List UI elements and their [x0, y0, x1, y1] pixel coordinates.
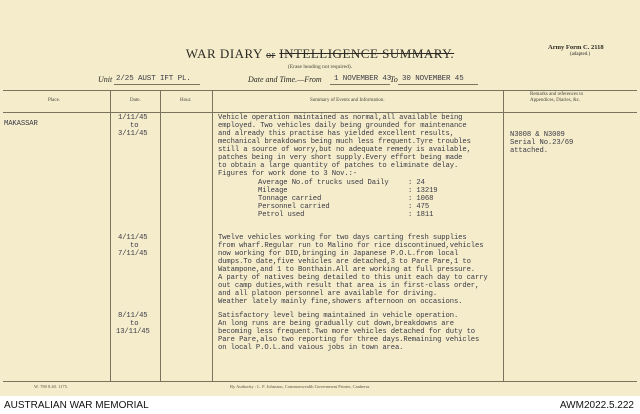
- entry-line: Figures for work done to 3 Nov.:-: [218, 170, 358, 178]
- entry-line: becoming less frequent.Two more vehicles detached for duty to: [218, 328, 476, 336]
- date-to-value: 30 NOVEMBER 45: [402, 75, 464, 83]
- entry-date-to-word: to: [130, 320, 139, 328]
- entry-place: MAKASSAR: [4, 120, 38, 128]
- army-form-adapted: (adapted.): [570, 52, 591, 57]
- figure-value: : 13219: [408, 187, 438, 195]
- title-intelligence-summary: INTELLIGENCE SUMMARY.: [279, 46, 455, 61]
- entry-date-to: 7/11/45: [118, 250, 148, 258]
- entry-line: Twelve vehicles working for two days carting fresh supplies: [218, 234, 467, 242]
- entry-line: from wharf.Regular run to Malino for rice discontinued,vehicles: [218, 242, 484, 250]
- entry-line: Watampone,and 1 to Bonthain.All are working at full pressure.: [218, 266, 476, 274]
- figure-label: Average No.of trucks used Daily: [258, 179, 389, 187]
- entry-line: Weather lately mainly fine,showers afternoon on occasions.: [218, 298, 463, 306]
- unit-label: Unit: [98, 75, 113, 84]
- entry-date-from: 1/11/45: [118, 114, 148, 122]
- column-divider-place: [110, 90, 111, 381]
- title-war-diary: WAR DIARY: [185, 46, 263, 61]
- entry-date-from: 4/11/45: [118, 234, 148, 242]
- entry-line: and all platoon personnel are available for driving.: [218, 290, 438, 298]
- figure-value: : 24: [408, 179, 425, 187]
- entry-line: out camp duties,with result that area is in first-class order,: [218, 282, 480, 290]
- entry-date-from: 8/11/45: [118, 312, 148, 320]
- figure-label: Petrol used: [258, 211, 305, 219]
- column-header-remarks-1: Remarks and references to: [530, 92, 584, 97]
- entry-date-to: 3/11/45: [118, 130, 148, 138]
- date-from-value: 1 NOVEMBER 43: [334, 75, 392, 83]
- column-header-summary: Summary of Events and Information.: [310, 98, 385, 103]
- archive-footer: [0, 396, 640, 414]
- entry-line: on local P.O.L.and vaious jobs in town area.: [218, 344, 404, 352]
- entry-date-to-word: to: [130, 242, 139, 250]
- column-divider-date: [160, 90, 161, 381]
- entry-date-to-word: to: [130, 122, 139, 130]
- remarks-line: N3008 & N3009: [510, 131, 565, 139]
- unit-underline: [114, 84, 200, 85]
- table-bottom-rule: [3, 381, 637, 382]
- entry-line: Vehicle operation maintained as normal,all available being: [218, 114, 463, 122]
- form-title: [0, 46, 640, 62]
- date-from-label: Date and Time.—From: [248, 75, 322, 84]
- title-or: or: [266, 50, 276, 61]
- entry-line: still a source of worry,but no adequate remedy is available,: [218, 146, 471, 154]
- column-divider-summary: [503, 90, 504, 381]
- table-header-rule: [3, 112, 637, 113]
- remarks-line: Serial No.23/69: [510, 139, 574, 147]
- entry-line: patches being in very short supply.Every effort being made: [218, 154, 463, 162]
- entry-date-to: 13/11/45: [116, 328, 150, 336]
- figure-value: : 1811: [408, 211, 434, 219]
- form-code: W. 780 8.40. 1175.: [34, 384, 69, 389]
- unit-value: 2/25 AUST IFT PL.: [116, 75, 191, 83]
- entry-line: now working for DID,bringing in Japanese P.O.L.from local: [218, 250, 459, 258]
- figure-label: Personnel carried: [258, 203, 330, 211]
- entry-line: mechanical breakdowns being much less frequent.Tyre troubles: [218, 138, 471, 146]
- archive-name: AUSTRALIAN WAR MEMORIAL: [4, 400, 149, 411]
- entry-line: to obtain a large quantity of patches to eliminate delay.: [218, 162, 459, 170]
- date-from-underline: [330, 84, 390, 85]
- print-authority: By Authority : L. F. Johnston, Commonwealth Government Printer, Canberra.: [230, 384, 371, 389]
- erase-note: (Erase heading not required).: [287, 64, 353, 70]
- entry-line: A party of natives being detailed to this unit each day to carry: [218, 274, 488, 282]
- entry-line: employed. Two vehicles daily being grounded for maintenance: [218, 122, 467, 130]
- figure-value: : 1068: [408, 195, 434, 203]
- date-to-label: To: [390, 75, 398, 84]
- figure-label: Tonnage carried: [258, 195, 322, 203]
- entry-line: An long runs are being gradually cut down,breakdowns are: [218, 320, 454, 328]
- date-to-underline: [398, 84, 478, 85]
- column-divider-hour: [212, 90, 213, 381]
- army-form-number: Army Form C. 2118: [548, 44, 604, 51]
- entry-line: Pare Pare,also two reporting for three days.Remaining vehicles: [218, 336, 480, 344]
- figure-value: : 475: [408, 203, 430, 211]
- archive-reference: AWM2022.5.222: [559, 400, 634, 411]
- entry-line: dumps.To date,five vehicles are detached,3 to Pare Pare,1 to: [218, 258, 471, 266]
- remarks-line: attached.: [510, 147, 548, 155]
- column-header-place: Place.: [48, 98, 61, 103]
- table-top-rule: [3, 90, 637, 91]
- entry-line: Satisfactory level being maintained in vehicle operation.: [218, 312, 459, 320]
- column-header-hour: Hour.: [180, 98, 192, 103]
- figure-label: Mileage: [258, 187, 288, 195]
- column-header-remarks-2: Appendices, Diaries, &c.: [530, 98, 581, 103]
- entry-line: and already this practise has yielded excellent results,: [218, 130, 454, 138]
- column-header-date: Date.: [130, 98, 141, 103]
